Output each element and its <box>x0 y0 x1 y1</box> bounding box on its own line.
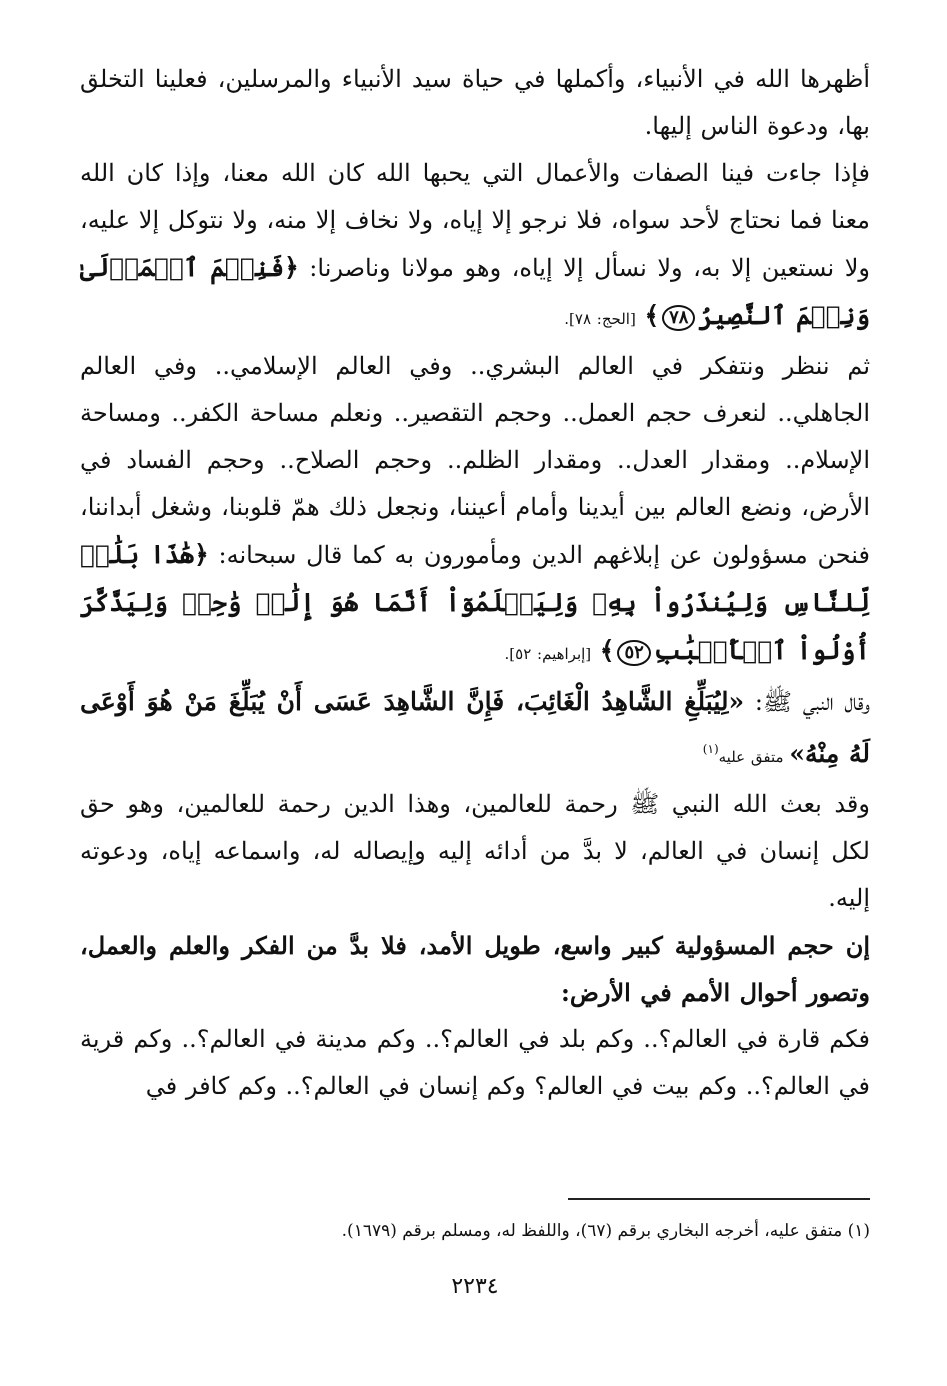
hadith-quote: «لِيُبَلِّغِ الشَّاهِدُ الْغَائِبَ، فَإِنَّ الشَّاهِدَ عَسَى أَنْ يُبَلِّغَ مَنْ هُوَ أَوْعَى لَهُ مِنْهُ» <box>80 687 870 768</box>
paragraph-2-text: فإذا جاءت فينا الصفات والأعمال التي يحبها الله كان الله معنا، وإذا كان الله معنا فما نحتاج لأحد سواه، فلا نرجو إلا إياه، ولا نخاف إلا منه، ولا نتوكل إلا عليه، ولا نستعين إلا به، ولا نسأل إلا إياه، وهو مولانا وناصرنا: <box>80 159 871 282</box>
footnote-divider <box>568 1198 870 1200</box>
quran-close-bracket: ﴾ <box>644 301 660 330</box>
quran-verse-hajj: ﴿فَنِعۡمَ ٱلۡمَوۡلَىٰ وَنِعۡمَ ٱلنَّصِيرُ <box>80 253 870 330</box>
paragraph-4-text: وقال النبي ﷺ: <box>744 688 870 716</box>
book-page <box>80 56 870 1356</box>
ayah-number-mark: ٥٢ <box>617 640 650 666</box>
paragraph-7: فكم قارة في العالم؟.. وكم بلد في العالم؟.. وكم مدينة في العالم؟.. وكم قرية في العالم؟.. وكم بيت في العالم؟ وكم إنسان في العالم؟.. وكم كافر في <box>80 1025 870 1100</box>
bold-heading-paragraph: إن حجم المسؤولية كبير واسع، طويل الأمد، فلا بدَّ من الفكر والعلم والعمل، وتصور أحوال الأمم في الأرض: <box>80 931 870 1007</box>
hadith-reference: متفق عليه <box>718 748 790 766</box>
ayah-number-mark: ٧٨ <box>662 305 695 331</box>
paragraph-1: أظهرها الله في الأنبياء، وأكملها في حياة سيد الأنبياء والمرسلين، فعلينا التخلق بها، ودعوة الناس إليها. <box>80 65 870 140</box>
body-text <box>80 56 870 1110</box>
quran-verse-ibrahim: ﴿هَٰذَا بَلَٰغٞ لِّلنَّاسِ وَلِيُنذَرُواْ بِهِۦ وَلِيَعۡلَمُوٓاْ أَنَّمَا هُوَ إِلَٰهٞ وَٰحِدٞ وَلِيَذَّكَّرَ أُوْلُواْ ٱلۡأَلۡبَٰبِ <box>80 540 870 665</box>
paragraph-3-text: ثم ننظر ونتفكر في العالم البشري.. وفي العالم الإسلامي.. وفي العالم الجاهلي.. لنعرف حجم العمل.. وحجم التقصير.. ونعلم مساحة الكفر.. ومساحة الإسلام.. ومقدار العدل.. ومقدار الظلم.. وحجم الصلاح.. وحجم الفساد في الأرض، ونضع العالم بين أيدينا وأمام أعيننا، ونجعل ذلك همّ قلوبنا، وشغل أبداننا، فنحن مسؤولون عن إبلاغهم الدين ومأمورون به كما قال سبحانه: <box>80 352 871 569</box>
paragraph-4 <box>80 678 870 781</box>
verse-reference: [الحج: ٧٨]. <box>564 310 636 328</box>
footnote-marker: (١) <box>702 742 719 756</box>
paragraph-5: وقد بعث الله النبي ﷺ رحمة للعالمين، وهذا الدين رحمة للعالمين، وهو حق لكل إنسان في العالم، لا بدَّ من أدائه إليه وإيصاله له، واسماعه إياه، ودعوته إليه. <box>80 790 870 912</box>
paragraph-2 <box>80 150 870 343</box>
quran-close-bracket: ﴾ <box>599 636 615 665</box>
paragraph-3 <box>80 343 870 678</box>
verse-reference: [إبراهيم: ٥٢]. <box>504 645 592 663</box>
page-number: ٢٢٣٤ <box>451 1274 499 1299</box>
footnote: (١) متفق عليه، أخرجه البخاري برقم (٦٧)، واللفظ له، ومسلم برقم (١٦٧٩). <box>341 1221 870 1241</box>
